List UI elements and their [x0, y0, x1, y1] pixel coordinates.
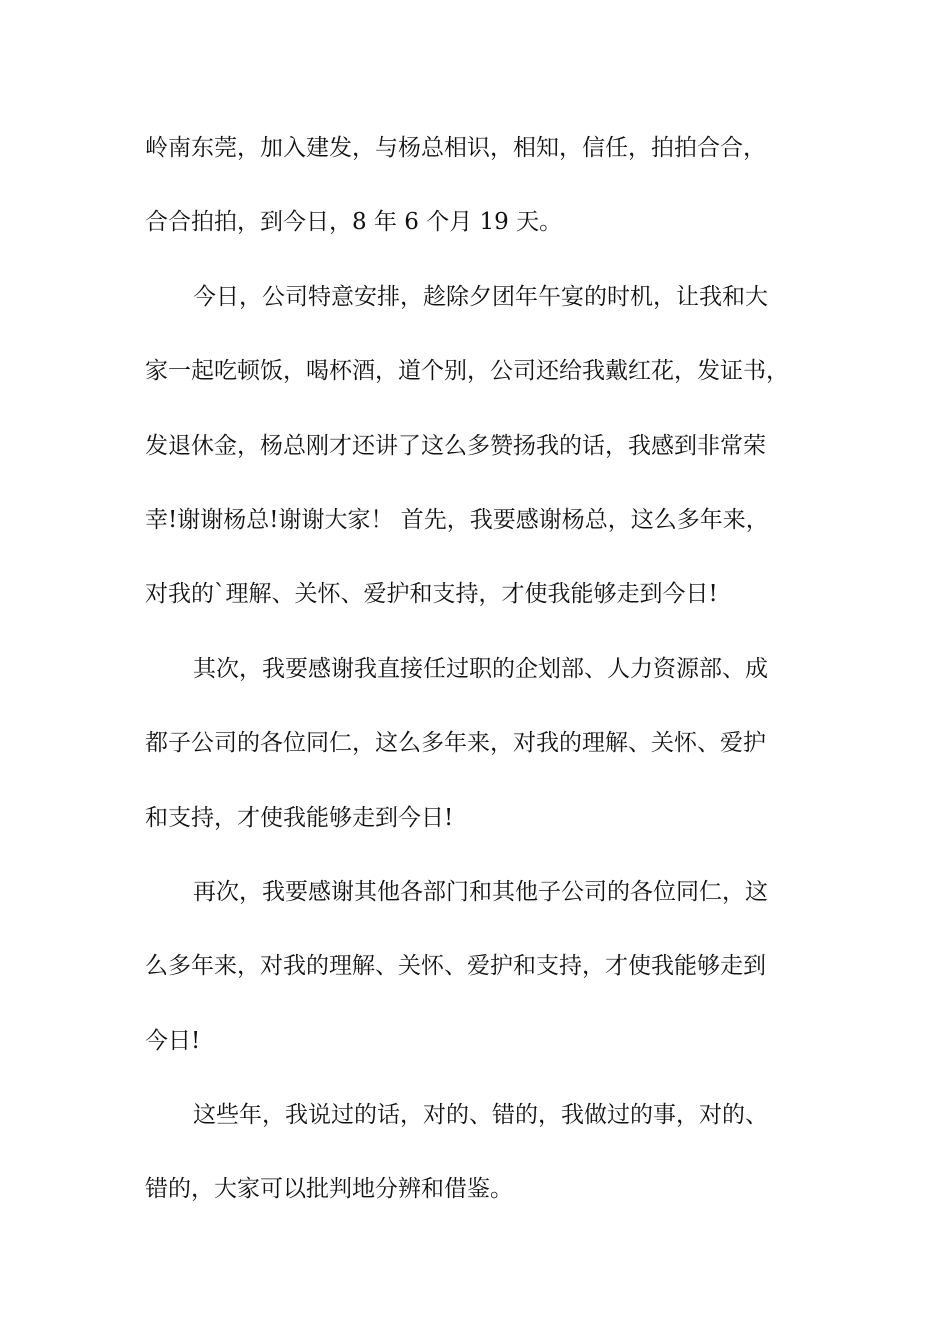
text-line: 么多年来，对我的理解、关怀、爱护和支持，才使我能够走到: [145, 953, 766, 980]
text-line: 和支持，才使我能够走到今日!: [145, 804, 454, 831]
text-line: 发退休金，杨总刚才还讲了这么多赞扬我的话，我感到非常荣: [145, 432, 766, 459]
document-body: [145, 124, 810, 1240]
paragraph-start-line: 今日，公司特意安排，趁除夕团年午宴的时机，让我和大: [193, 283, 768, 310]
text-line: 岭南东莞，加入建发，与杨总相识，相知，信任，拍拍合合，: [145, 135, 766, 161]
text-line: 对我的`理解、关怀、爱护和支持，才使我能够走到今日!: [145, 581, 718, 608]
text-line: 幸!谢谢杨总!谢谢大家！ 首先，我要感谢杨总，这么多年来，: [145, 506, 769, 533]
paragraph-start-line: 其次，我要感谢我直接任过职的企划部、人力资源部、成: [193, 655, 768, 682]
text-line: 错的，大家可以批判地分辨和借鉴。: [145, 1176, 513, 1203]
paragraph-start-line: 再次，我要感谢其他各部门和其他子公司的各位同仁，这: [193, 878, 768, 905]
paragraph-start-line: 这些年，我说过的话，对的、错的，我做过的事，对的、: [193, 1102, 768, 1129]
text-line: 都子公司的各位同仁，这么多年来，对我的理解、关怀、爱护: [145, 730, 766, 757]
text-line: 合合拍拍，到今日，8 年 6 个月 19 天。: [145, 209, 563, 236]
text-line: 今日!: [145, 1027, 201, 1054]
text-line: 家一起吃顿饭，喝杯酒，道个别，公司还给我戴红花，发证书，: [145, 358, 789, 385]
